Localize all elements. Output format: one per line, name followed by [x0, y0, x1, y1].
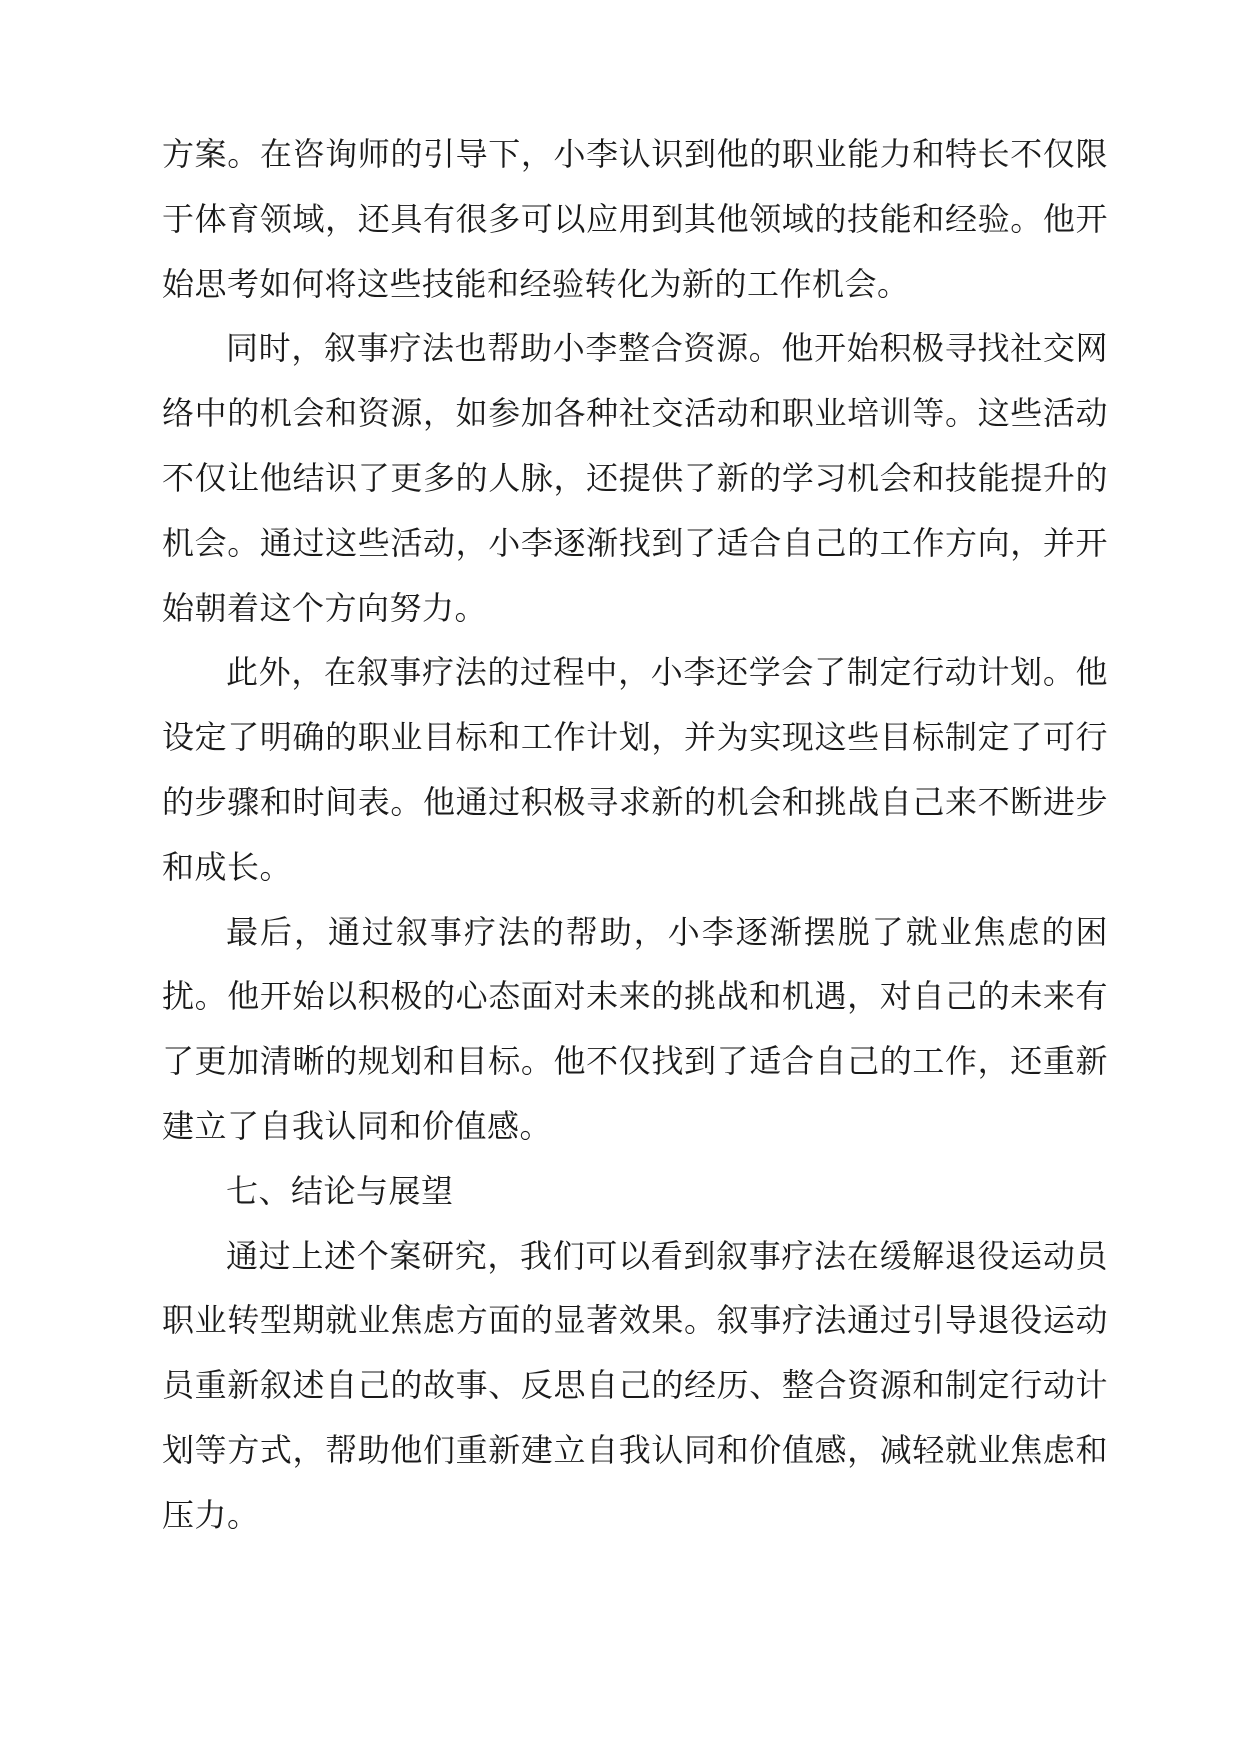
paragraph-continuation: 方案。在咨询师的引导下，小李认识到他的职业能力和特长不仅限于体育领域，还具有很多可以应用到其他领域的技能和经验。他开始思考如何将这些技能和经验转化为新的工作机会。 [162, 135, 1108, 303]
paragraph-outcome: 最后，通过叙事疗法的帮助，小李逐渐摆脱了就业焦虑的困扰。他开始以积极的心态面对未来的挑战和机遇，对自己的未来有了更加清晰的规划和目标。他不仅找到了适合自己的工作，还重新建立了自我认同和价值感。 [162, 912, 1108, 1145]
paragraph-action-plan: 此外，在叙事疗法的过程中，小李还学会了制定行动计划。他设定了明确的职业目标和工作计划，并为实现这些目标制定了可行的步骤和时间表。他通过积极寻求新的机会和挑战自己来不断进步和成长。 [162, 653, 1108, 886]
section-heading: 七、结论与展望 [226, 1171, 454, 1210]
paragraph-resource-integration: 同时，叙事疗法也帮助小李整合资源。他开始积极寻找社交网络中的机会和资源，如参加各种社交活动和职业培训等。这些活动不仅让他结识了更多的人脉，还提供了新的学习机会和技能提升的机会。通过这些活动，小李逐渐找到了适合自己的工作方向，并开始朝着这个方向努力。 [162, 329, 1108, 627]
paragraph-conclusion: 通过上述个案研究，我们可以看到叙事疗法在缓解退役运动员职业转型期就业焦虑方面的显著效果。叙事疗法通过引导退役运动员重新叙述自己的故事、反思自己的经历、整合资源和制定行动计划等方式，帮助他们重新建立自我认同和价值感，减轻就业焦虑和压力。 [162, 1236, 1108, 1534]
document-body [162, 122, 1108, 1548]
